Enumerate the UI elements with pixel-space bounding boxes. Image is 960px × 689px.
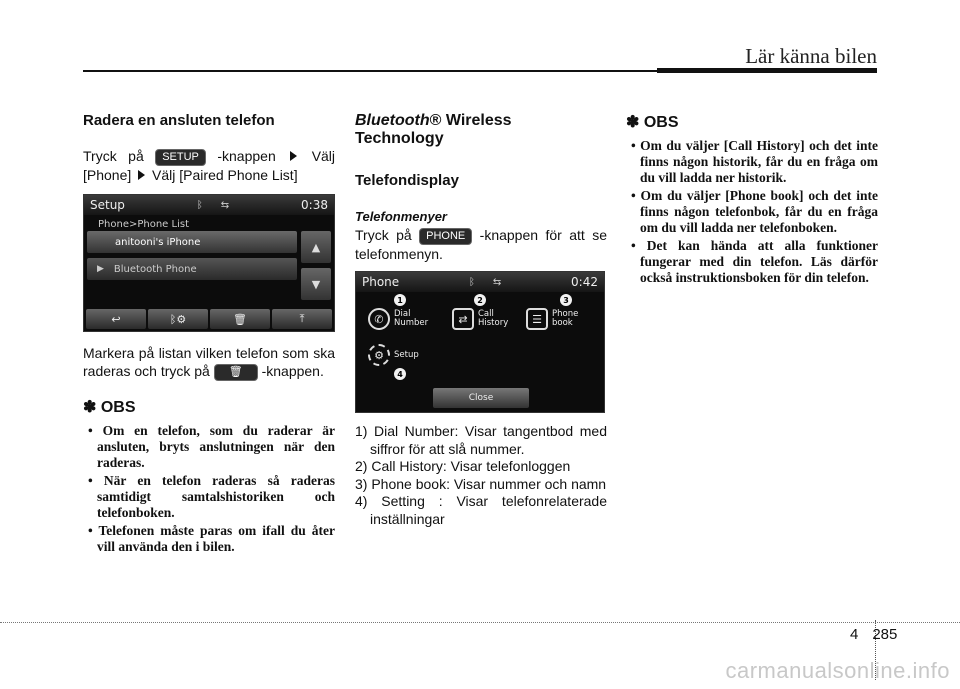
bluetooth-icon: ᛒ (196, 199, 203, 211)
callout-4: 4 (394, 368, 406, 380)
obs-list (626, 138, 878, 286)
arrow-right-icon (138, 170, 145, 180)
text: Markera på listan vilken telefon som ska raderas och tryck på (83, 345, 335, 379)
obs-list (83, 423, 335, 555)
arrow-top-icon: ⤒ (299, 312, 305, 325)
column-1 (83, 112, 335, 557)
heading-bluetooth (355, 112, 607, 148)
top-button[interactable] (272, 309, 332, 329)
obs-item: • När en telefon raderas så raderas samtidigt samtalshistoriken och telefonboken. (83, 473, 335, 521)
menu-label: Dial Number (394, 309, 429, 328)
obs-title: ✽ OBS (626, 114, 679, 131)
obs-item: • Om en telefon, som du raderar är ansluten, bryts anslutningen när den raderas. (83, 423, 335, 471)
heading-phone-display: Telefondisplay (355, 172, 459, 189)
delete-button[interactable] (210, 309, 270, 329)
column-3 (626, 112, 878, 288)
phone-book-icon: ☰ (526, 308, 548, 330)
screen-title: Phone (362, 275, 400, 289)
text: -knappen för att se telefonmenyn. (355, 227, 607, 262)
scroll-down-button[interactable] (301, 268, 331, 300)
text: Välj [Paired Phone List] (152, 167, 298, 183)
section-title: Lär känna bilen (745, 44, 877, 68)
trash-icon: 🗑 (233, 312, 247, 326)
list-item: 1) Dial Number: Visar tangentbod med siffror för att slå nummer. (355, 423, 607, 457)
chapter-number: 4 (850, 626, 859, 643)
phone-instruction (355, 226, 607, 263)
list-item: 3) Phone book: Visar nummer och namn (355, 475, 607, 492)
callout-3: 3 (560, 294, 572, 306)
phone-menu-label: Telefonmenyer (355, 209, 447, 224)
callout-2: 2 (474, 294, 486, 306)
call-history-button[interactable] (452, 308, 514, 330)
list-item-label: Bluetooth Phone (113, 263, 197, 275)
screen-clock: 0:38 (301, 198, 328, 212)
bluetooth-settings-button[interactable] (148, 309, 208, 329)
text: Välj (311, 148, 336, 164)
close-button[interactable]: Close (433, 388, 529, 408)
watermark: carmanualsonline.info (725, 658, 950, 683)
list-item: 2) Call History: Visar telefonloggen (355, 458, 571, 474)
screen-topbar (84, 195, 334, 215)
scroll-up-button[interactable] (301, 231, 331, 263)
setup-button[interactable] (368, 344, 419, 366)
delete-instruction (83, 344, 335, 381)
obs-item: • Det kan hända att alla funktioner fungerar med din telefon. Läs därför också instruktionsboken för din telefon. (626, 238, 878, 286)
chevron-up-icon: ▲ (311, 240, 321, 254)
text: -knappen (217, 148, 276, 164)
menu-label: Phone book (552, 309, 579, 328)
screen-topbar (356, 272, 604, 292)
screen-button-row (84, 309, 334, 331)
callout-1: 1 (394, 294, 406, 306)
phone-menu-list (355, 423, 607, 528)
trash-key-icon: 🗑 (214, 364, 258, 381)
breadcrumb: Phone>Phone List (98, 219, 189, 230)
play-icon: ▶ (97, 264, 104, 274)
usb-icon: ⇆ (492, 276, 502, 288)
chevron-down-icon: ▼ (311, 277, 321, 291)
back-button[interactable] (86, 309, 146, 329)
obs-item: • Telefonen måste paras om ifall du åter vill använda den i bilen. (83, 523, 335, 555)
text: Tryck på (83, 148, 144, 164)
call-history-icon: ⇄ (452, 308, 474, 330)
usb-icon: ⇆ (220, 199, 230, 211)
text: Technology (355, 130, 444, 147)
setup-key: SETUP (155, 149, 206, 166)
footer-rule (0, 622, 960, 623)
gear-icon: ⚙ (368, 344, 390, 366)
list-item-phone-2[interactable] (87, 258, 297, 280)
obs-title: ✽ OBS (83, 399, 136, 416)
phone-key: PHONE (419, 228, 472, 245)
text: ® Wireless (429, 112, 512, 129)
header-rule-accent (657, 68, 877, 73)
back-icon: ↩ (111, 312, 121, 326)
bluetooth-icon: ᛒ (468, 276, 475, 288)
column-2 (355, 112, 607, 528)
obs-item: • Om du väljer [Phone book] och det inte finns någon telefonbok, får du en fråga om du vill ladda ner telefonboken. (626, 188, 878, 236)
menu-label: Setup (394, 349, 419, 360)
text: Bluetooth (355, 112, 430, 129)
list-item-phone-1[interactable] (87, 231, 297, 253)
screen-clock: 0:42 (571, 275, 598, 289)
phone-handset-icon: ✆ (368, 308, 390, 330)
phone-book-button[interactable] (526, 308, 588, 330)
arrow-right-icon (290, 151, 297, 161)
instruction-paragraph (83, 147, 335, 184)
phone-screen (355, 271, 605, 413)
setup-screen (83, 194, 335, 332)
text: -knappen. (261, 363, 324, 379)
heading-delete-phone: Radera en ansluten telefon (83, 112, 275, 129)
text: [Phone] (83, 167, 132, 183)
list-item-label: anitooni's iPhone (115, 236, 201, 248)
menu-label: Call History (478, 309, 509, 328)
screen-title: Setup (90, 198, 125, 212)
text: Tryck på (355, 227, 412, 243)
obs-item: • Om du väljer [Call History] och det inte finns någon historik, får du en fråga om du vill ladda ner historik. (626, 138, 878, 186)
dial-number-button[interactable] (368, 308, 434, 330)
page-number-value: 285 (872, 626, 898, 643)
page-number (850, 626, 897, 643)
list-item: 4) Setting : Visar telefonrelaterade inställningar (355, 493, 607, 527)
bluetooth-settings-icon: ᛒ⚙ (169, 312, 187, 326)
